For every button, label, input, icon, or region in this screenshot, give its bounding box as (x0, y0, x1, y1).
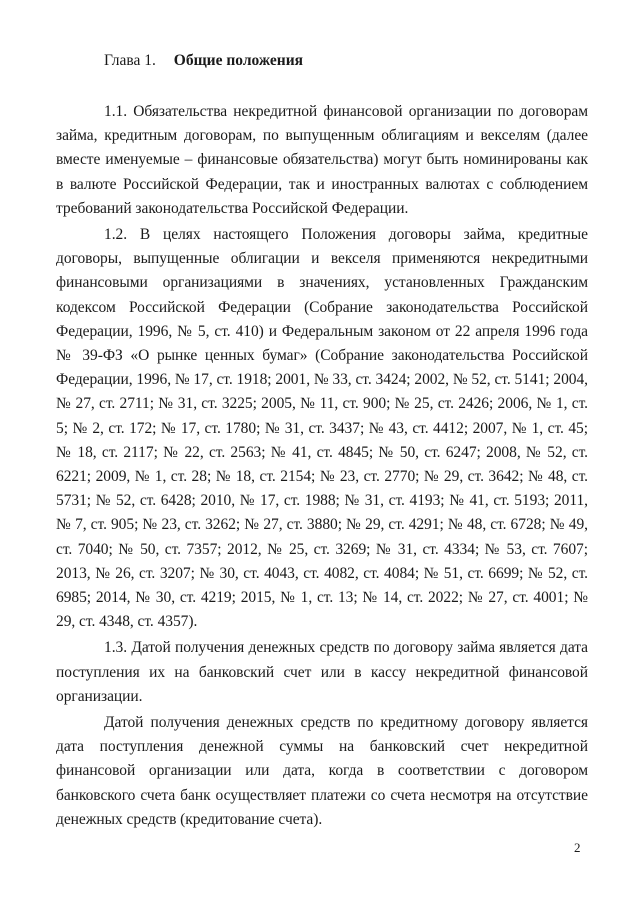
chapter-title: Общие положения (173, 52, 304, 69)
paragraph-1-2: 1.2. В целях настоящего Положения договоры займа, кредитные договоры, выпущенные облигации и векселя применяются некредитными финансовыми организациями в значениях, установленных Гражданским кодексом Российской Федерации (Собрание законодательства Российской Федерации, 1996, № 5, ст. 410) и Федеральным законом от 22 апреля 1996 года № 39-ФЗ «О рынке ценных бумаг» (Собрание законодательства Российской Федерации, 1996, № 17, ст. 1918; 2001, № 33, ст. 3424; 2002, № 52, ст. 5141; 2004, № 27, ст. 2711; № 31, ст. 3225; 2005, № 11, ст. 900; № 25, ст. 2426; 2006, № 1, ст. 5; № 2, ст. 172; № 17, ст. 1780; № 31, ст. 3437; № 43, ст. 4412; 2007, № 1, ст. 45; № 18, ст. 2117; № 22, ст. 2563; № 41, ст. 4845; № 50, ст. 6247; 2008, № 52, ст. 6221; 2009, № 1, ст. 28; № 18, ст. 2154; № 23, ст. 2770; № 29, ст. 3642; № 48, ст. 5731; № 52, ст. 6428; 2010, № 17, ст. 1988; № 31, ст. 4193; № 41, ст. 5193; 2011, № 7, ст. 905; № 23, ст. 3262; № 27, ст. 3880; № 29, ст. 4291; № 48, ст. 6728; № 49, ст. 7040; № 50, ст. 7357; 2012, № 25, ст. 3269; № 31, ст. 4334; № 53, ст. 7607; 2013, № 26, ст. 3207; № 30, ст. 4043, ст. 4082, ст. 4084; № 51, ст. 6699; № 52, ст. 6985; 2014, № 30, ст. 4219; 2015, № 1, ст. 13; № 14, ст. 2022; № 27, ст. 4001; № 29, ст. 4348, ст. 4357). (56, 226, 588, 631)
chapter-heading (104, 50, 303, 72)
paragraph-1-3: 1.3. Датой получения денежных средств по договору займа является дата поступления их на банковский счет или в кассу некредитной финансовой организации. (56, 639, 588, 705)
chapter-number: Глава 1. (104, 52, 156, 69)
page-number: 2 (574, 840, 581, 855)
paragraph-1-1: 1.1. Обязательства некредитной финансовой организации по договорам займа, кредитным договорам, по выпущенным облигациям и векселям (далее вместе именуемые – финансовые обязательства) могут быть номинированы как в валюте Российской Федерации, так и иностранных валютах с соблюдением требований законодательства Российской Федерации. (56, 103, 588, 217)
paragraph-1-3-continued: Датой получения денежных средств по кредитному договору является дата поступления денежной суммы на банковский счет некредитной финансовой организации или дата, когда в соответствии с договором банковского счета банк осуществляет платежи со счета несмотря на отсутствие денежных средств (кредитование счета). (56, 714, 588, 828)
document-body (56, 100, 588, 834)
